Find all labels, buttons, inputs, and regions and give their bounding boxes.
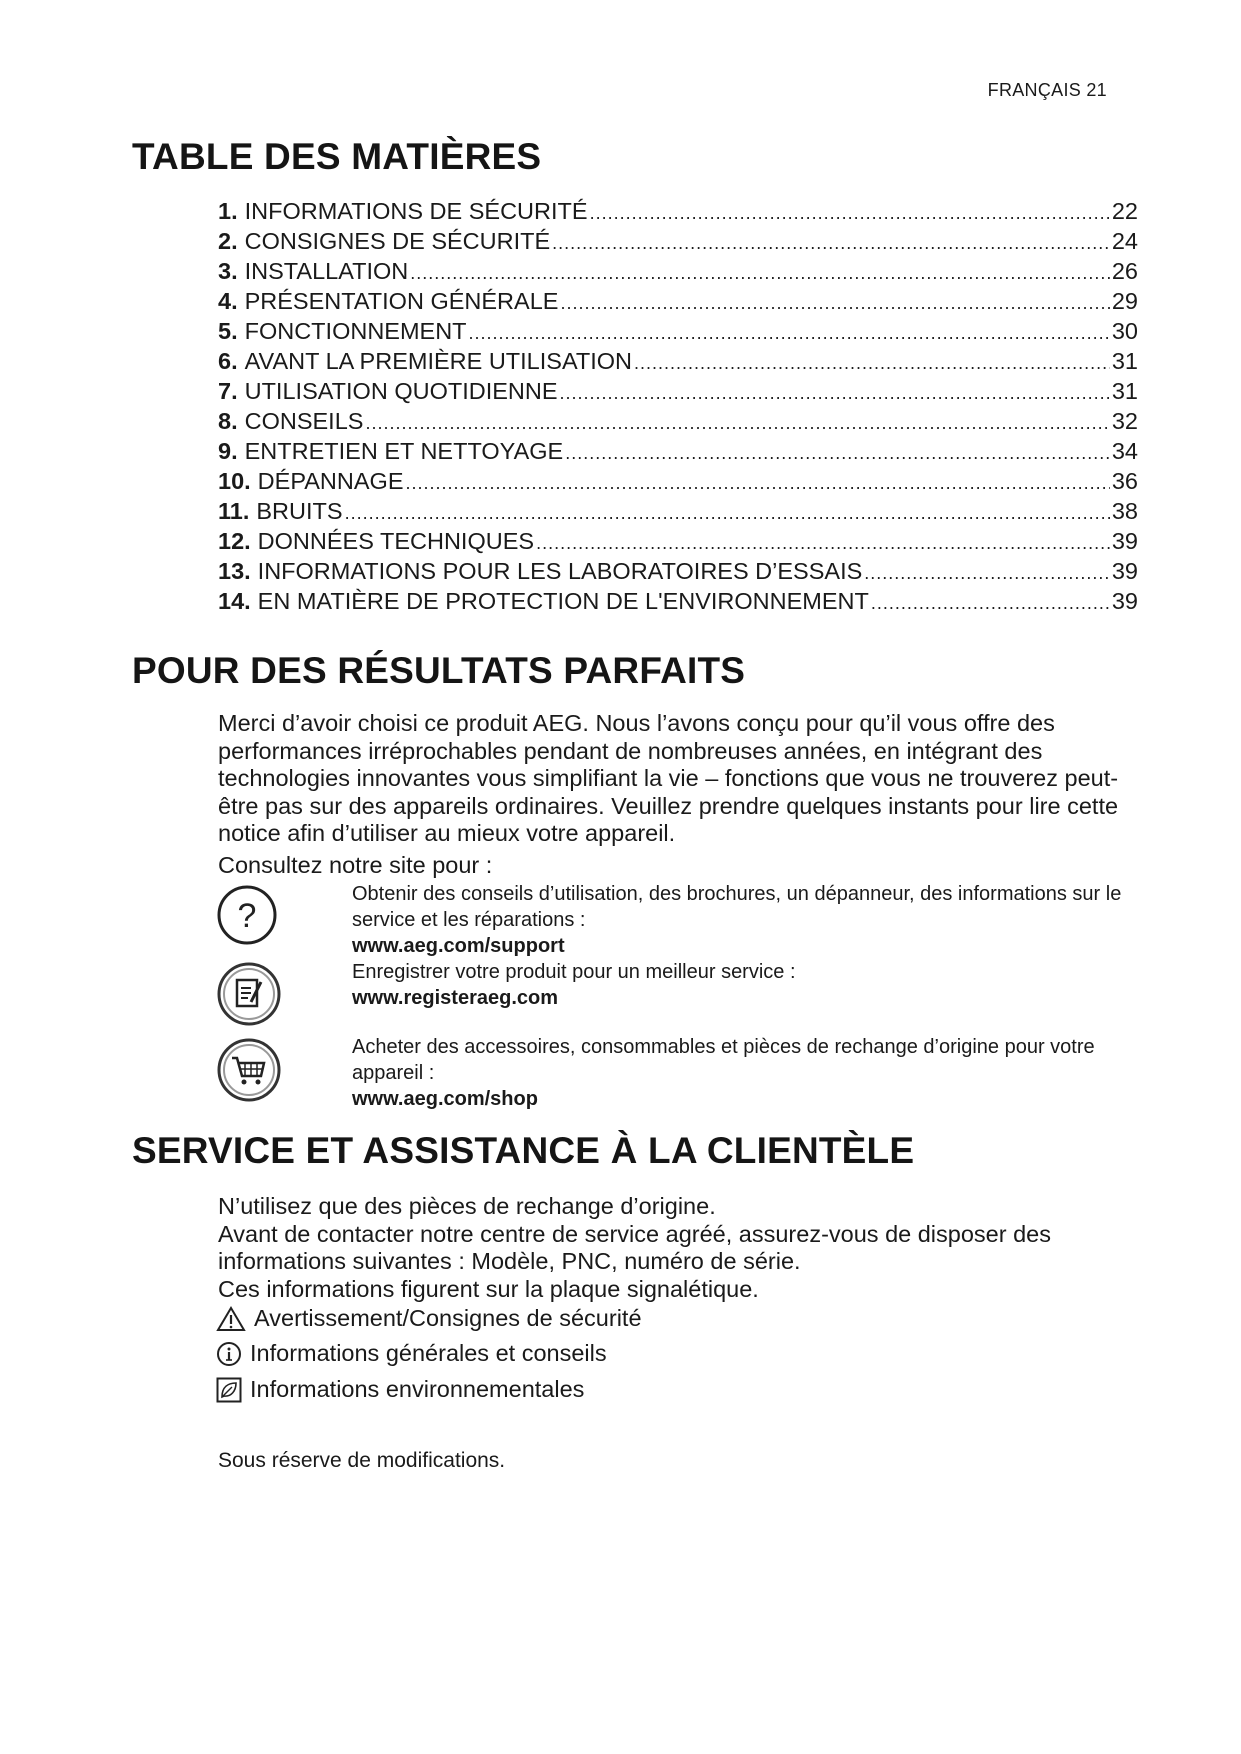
link-register [352,959,1142,1011]
legend-warning [216,1305,642,1332]
toc-item-number: 4. [218,288,238,314]
toc-item-label: INSTALLATION [244,258,409,284]
toc-item-number: 13. [218,558,251,584]
footer-note: Sous réserve de modifications. [218,1449,506,1472]
toc-item-label: CONSEILS [244,408,364,434]
toc-leader-dots [552,233,1110,254]
toc-leader-dots [345,503,1110,524]
toc-item-number: 3. [218,258,238,284]
toc-item[interactable] [218,528,1138,558]
toc-item[interactable] [218,588,1138,618]
info-icon [216,1341,242,1367]
toc-item-number: 5. [218,318,238,344]
table-of-contents [218,198,1138,618]
link-shop [352,1034,1142,1112]
link-support [352,881,1142,959]
toc-item-label: AVANT LA PREMIÈRE UTILISATION [244,348,633,374]
toc-item[interactable] [218,258,1138,288]
link-description: Obtenir des conseils d’utilisation, des brochures, un dépanneur, des informations sur le service et les réparations : [352,883,1122,931]
toc-item[interactable] [218,198,1138,228]
toc-item-page: 31 [1111,348,1138,374]
question-icon [215,883,279,947]
toc-item-label: DÉPANNAGE [257,468,404,494]
legend-label: Informations générales et conseils [250,1340,607,1366]
toc-item[interactable] [218,288,1138,318]
toc-item-label: INFORMATIONS DE SÉCURITÉ [244,198,588,224]
toc-title: TABLE DES MATIÈRES [132,136,542,177]
toc-item-page: 22 [1111,198,1138,224]
toc-item-number: 11. [218,498,250,524]
support-url[interactable]: www.aeg.com/support [352,935,565,957]
toc-item-number: 1. [218,198,238,224]
page-header: FRANÇAIS 21 [987,80,1107,100]
results-title: POUR DES RÉSULTATS PARFAITS [132,650,746,691]
legend-label: Informations environnementales [250,1376,585,1402]
service-line: N’utilisez que des pièces de rechange d’origine. [218,1193,716,1219]
toc-leader-dots [536,533,1110,554]
toc-item-label: UTILISATION QUOTIDIENNE [244,378,558,404]
register-url[interactable]: www.registeraeg.com [352,987,558,1009]
toc-item[interactable] [218,438,1138,468]
toc-leader-dots [590,203,1110,224]
toc-item-page: 39 [1111,558,1138,584]
leaf-icon [216,1377,242,1403]
link-description: Enregistrer votre produit pour un meilleur service : [352,961,796,983]
shop-url[interactable]: www.aeg.com/shop [352,1088,538,1110]
toc-item[interactable] [218,378,1138,408]
toc-item-number: 7. [218,378,238,404]
consult-line: Consultez notre site pour : [218,852,493,878]
toc-leader-dots [864,563,1110,584]
toc-item-label: DONNÉES TECHNIQUES [257,528,535,554]
toc-item-page: 34 [1111,438,1138,464]
toc-item-label: FONCTIONNEMENT [244,318,467,344]
toc-item[interactable] [218,468,1138,498]
toc-leader-dots [871,593,1110,614]
toc-leader-dots [560,383,1110,404]
toc-leader-dots [560,293,1109,314]
toc-item-page: 38 [1111,498,1138,524]
toc-item[interactable] [218,408,1138,438]
toc-item-label: BRUITS [256,498,343,524]
toc-item-number: 6. [218,348,238,374]
legend-info [216,1340,607,1367]
service-title: SERVICE ET ASSISTANCE À LA CLIENTÈLE [132,1130,915,1171]
toc-item-label: ENTRETIEN ET NETTOYAGE [244,438,564,464]
svg-text:?: ? [237,897,257,935]
toc-leader-dots [410,263,1110,284]
toc-item-page: 32 [1111,408,1138,434]
service-text [218,1193,1138,1303]
service-line: Ces informations figurent sur la plaque signalétique. [218,1275,759,1302]
service-line: Avant de contacter notre centre de service agréé, assurez-vous de disposer des informations suivantes : Modèle, PNC, numéro de série. [218,1220,1051,1274]
toc-item-number: 10. [218,468,251,494]
toc-item-label: INFORMATIONS POUR LES LABORATOIRES D’ESSAIS [257,558,863,584]
register-icon [215,960,283,1028]
toc-item-number: 8. [218,408,238,434]
toc-item-number: 12. [218,528,251,554]
toc-leader-dots [565,443,1110,464]
toc-item[interactable] [218,558,1138,588]
intro-paragraph: Merci d’avoir choisi ce produit AEG. Nous l’avons conçu pour qu’il vous offre des performances irréprochables pendant de nombreuses années, en intégrant des technologies innovantes vous simplifiant la vie – fonctions que vous ne trouverez peut-être pas sur des appareils ordinaires. Veuillez prendre quelques instants pour lire cette notice afin d’utiliser au mieux votre appareil. [218,710,1119,846]
toc-leader-dots [469,323,1110,344]
toc-item-page: 26 [1111,258,1138,284]
legend-environment [216,1376,584,1403]
toc-item-page: 36 [1111,468,1138,494]
toc-item-page: 39 [1111,528,1138,554]
toc-item-page: 39 [1111,588,1138,614]
toc-item-label: CONSIGNES DE SÉCURITÉ [244,228,551,254]
toc-item-page: 30 [1111,318,1138,344]
toc-leader-dots [406,473,1110,494]
toc-item[interactable] [218,318,1138,348]
toc-item-label: PRÉSENTATION GÉNÉRALE [244,288,559,314]
toc-item-label: EN MATIÈRE DE PROTECTION DE L'ENVIRONNEMENT [257,588,869,614]
toc-leader-dots [634,353,1110,374]
toc-item-page: 31 [1111,378,1138,404]
toc-item-page: 29 [1111,288,1138,314]
toc-item-page: 24 [1111,228,1138,254]
cart-icon [215,1036,283,1104]
toc-item-number: 9. [218,438,238,464]
link-description: Acheter des accessoires, consommables et pièces de rechange d’origine pour votre appareil : [352,1036,1095,1084]
warning-icon [216,1306,246,1332]
toc-item[interactable] [218,228,1138,258]
legend-label: Avertissement/Consignes de sécurité [254,1305,642,1331]
toc-item[interactable] [218,348,1138,378]
toc-item-number: 2. [218,228,238,254]
toc-leader-dots [365,413,1109,434]
toc-item[interactable] [218,498,1138,528]
toc-item-number: 14. [218,588,251,614]
